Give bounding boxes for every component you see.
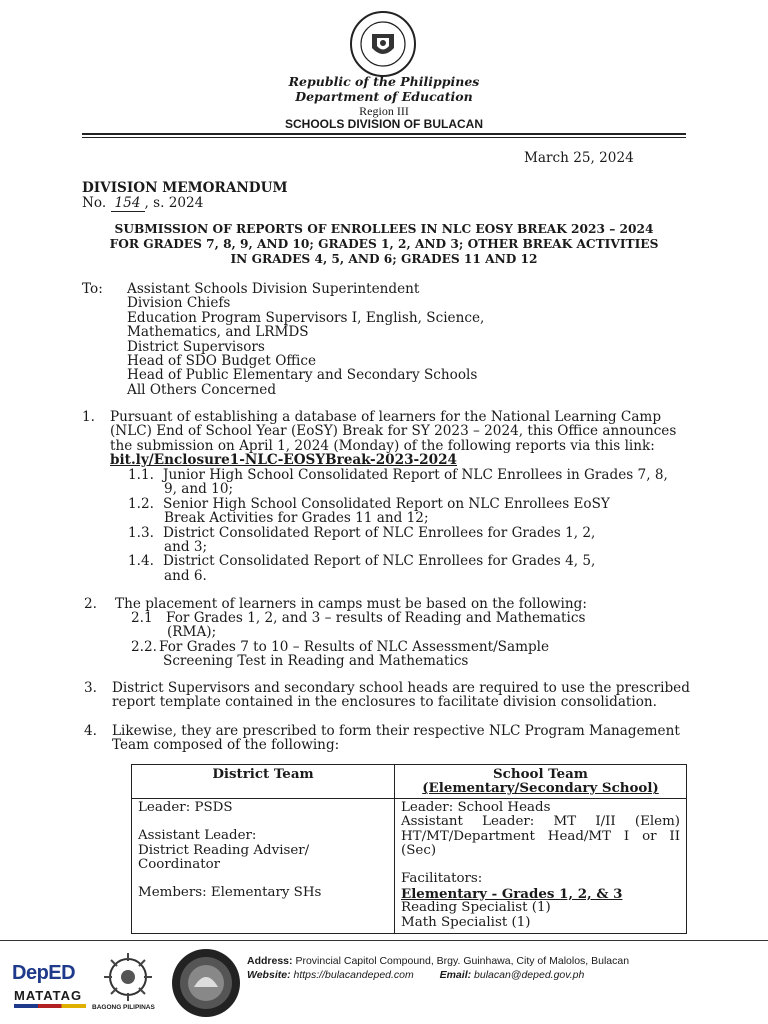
website-link[interactable]: https://bulacandeped.com (293, 969, 414, 981)
table-header-row (132, 765, 687, 799)
p3-line: District Supervisors and secondary school heads are required to use the prescribed (112, 680, 690, 696)
subitem-number: 1.1. (128, 467, 154, 483)
subitem-text-cont: Break Activities for Grades 11 and 12; (164, 510, 429, 527)
memo-number (82, 196, 203, 212)
recipient-item: Head of Public Elementary and Secondary Schools (127, 367, 478, 384)
p2-sublist (131, 611, 585, 669)
subitem-text-cont: Screening Test in Reading and Mathematics (163, 653, 469, 670)
deped-logo-text: DepED (12, 962, 76, 984)
p1-subitem (128, 497, 668, 511)
footer-address (247, 955, 629, 967)
subitem-number: 2.2. (131, 638, 157, 655)
elementary-heading: Elementary - Grades 1, 2, & 3 (401, 885, 623, 902)
subitem-text: For Grades 7 to 10 – Results of NLC Assessment/Sample (159, 638, 550, 655)
p3-line: report template contained in the enclosures to facilitate division consolidation. (112, 694, 658, 711)
school-team-cell (395, 798, 687, 933)
district-asst-label: Assistant Leader: (138, 828, 257, 844)
enclosure-link[interactable]: bit.ly/Enclosure1-NLC-EOSYBreak-2023-2024 (110, 452, 458, 469)
subitem-number: 1.2. (128, 495, 154, 512)
recipient-item: Assistant Schools Division Superintendent (127, 281, 420, 297)
subitem-number: 1.3. (128, 524, 154, 541)
matatag-logo-text: MATATAG (14, 988, 83, 1003)
subitem-text: District Consolidated Report of NLC Enrollees for Grades 4, 5, (163, 553, 596, 570)
p3-number: 3. (84, 680, 97, 696)
paragraph-1 (110, 410, 676, 468)
subitem-text: Senior High School Consolidated Report on NLC Enrollees EoSY (163, 495, 610, 512)
recipient-item: Education Program Supervisors I, English, Science, (127, 309, 485, 326)
p1-subitem (128, 554, 668, 568)
title-line-1: SUBMISSION OF REPORTS OF ENROLLEES IN NLC EOSY BREAK 2023 – 2024 (114, 222, 654, 236)
p1-sublist (128, 468, 668, 583)
footer-contacts (247, 969, 584, 981)
p1-line: (NLC) End of School Year (EoSY) Break for SY 2023 – 2024, this Office announces (110, 423, 677, 440)
district-asst-line: District Reading Adviser/ (138, 842, 310, 858)
footer-divider (0, 940, 768, 941)
p1-subitem (128, 468, 668, 482)
p1-line: the submission on April 1, 2024 (Monday) of the following reports via this link: (110, 437, 655, 454)
memo-no-value: 154 (111, 196, 145, 212)
nlc-team-table (131, 764, 687, 934)
address-label: Address: (247, 955, 293, 967)
matatag-underline (14, 1004, 86, 1008)
email-link[interactable]: bulacan@deped.gov.ph (474, 969, 585, 981)
recipient-item: All Others Concerned (127, 381, 277, 398)
recipient-item: Mathematics, and LRMDS (127, 324, 309, 341)
to-label: To: (82, 281, 103, 297)
p2-subitem (131, 640, 585, 654)
district-leader: Leader: PSDS (138, 799, 233, 815)
subitem-number: 1.4. (128, 553, 154, 570)
paragraph-4 (112, 724, 680, 753)
division-line: SCHOOLS DIVISION OF BULACAN (284, 117, 483, 131)
memo-type: DIVISION MEMORANDUM (82, 180, 288, 196)
p4-line: Team composed of the following: (112, 737, 340, 754)
bagong-pilipinas-logo (96, 951, 160, 1003)
memo-date: March 25, 2024 (524, 150, 634, 166)
title-line-3: IN GRADES 4, 5, AND 6; GRADES 11 AND 12 (230, 252, 538, 266)
header-divider (82, 133, 686, 135)
header-divider-thin (82, 137, 686, 138)
title-line-2: FOR GRADES 7, 8, 9, AND 10; GRADES 1, 2, AND 3; OTHER BREAK ACTIVITIES (109, 237, 659, 251)
region-line: Region III (359, 104, 409, 118)
p2-subitem (131, 611, 585, 625)
p1-subitem (128, 526, 668, 540)
subitem-text-cont: 9, and 10; (164, 481, 234, 498)
memo-no-suffix: , s. 2024 (144, 195, 204, 211)
subitem-text-cont: and 6. (164, 567, 207, 584)
p2-line: The placement of learners in camps must be based on the following: (115, 596, 587, 612)
email-label: Email: (439, 969, 472, 981)
district-team-cell (132, 798, 395, 933)
recipient-item: District Supervisors (127, 338, 265, 355)
deped-seal-logo (344, 10, 422, 78)
sdo-bulacan-seal (170, 947, 242, 1019)
memo-no-prefix: No. (82, 195, 107, 211)
republic-line: Republic of the Philippines (288, 74, 480, 89)
p1-line: Pursuant of establishing a database of learners for the National Learning Camp (110, 409, 662, 425)
memo-title (40, 222, 728, 267)
district-asst-line: Coordinator (138, 857, 221, 873)
recipient-item: Division Chiefs (127, 295, 231, 312)
address-value: Provincial Capitol Compound, Brgy. Guinhawa, City of Malolos, Bulacan (295, 955, 630, 967)
table-row (132, 798, 687, 933)
reading-specialist: Reading Specialist (1) (401, 900, 551, 916)
paragraph-3 (112, 681, 690, 710)
p1-number: 1. (82, 409, 95, 425)
subitem-text: Junior High School Consolidated Report of NLC Enrollees in Grades 7, 8, (163, 467, 668, 483)
website-label: Website: (247, 969, 291, 981)
subitem-text: District Consolidated Report of NLC Enrollees for Grades 1, 2, (163, 524, 596, 541)
district-team-header: District Team (212, 766, 314, 782)
recipient-item: Head of SDO Budget Office (127, 353, 317, 370)
p4-number: 4. (84, 723, 97, 739)
recipient-list (127, 282, 484, 397)
school-asst-line: Assistant Leader: MT I/II (Elem) (401, 814, 680, 830)
p4-line: Likewise, they are prescribed to form their respective NLC Program Management (112, 723, 680, 739)
subitem-text: For Grades 1, 2, and 3 – results of Reading and Mathematics (166, 610, 586, 626)
department-line: Department of Education (295, 89, 473, 104)
table-header-cell (395, 765, 687, 799)
bagong-pilipinas-text: BAGONG PILIPINAS (92, 1004, 155, 1011)
school-team-subheader: (Elementary/Secondary School) (422, 780, 659, 797)
school-leader: Leader: School Heads (401, 799, 551, 815)
subitem-number: 2.1 (131, 610, 153, 626)
school-team-header: School Team (493, 766, 588, 782)
math-specialist: Math Specialist (1) (401, 914, 531, 930)
subitem-text-cont: (RMA); (167, 624, 217, 641)
subitem-text-cont: and 3; (164, 539, 208, 556)
p2-number: 2. (84, 596, 97, 612)
school-asst-line: (Sec) (401, 843, 437, 859)
district-members: Members: Elementary SHs (138, 885, 322, 901)
facilitators-label: Facilitators: (401, 871, 483, 887)
table-header-cell (132, 765, 395, 799)
school-asst-line: HT/MT/Department Head/MT I or II (401, 828, 680, 844)
